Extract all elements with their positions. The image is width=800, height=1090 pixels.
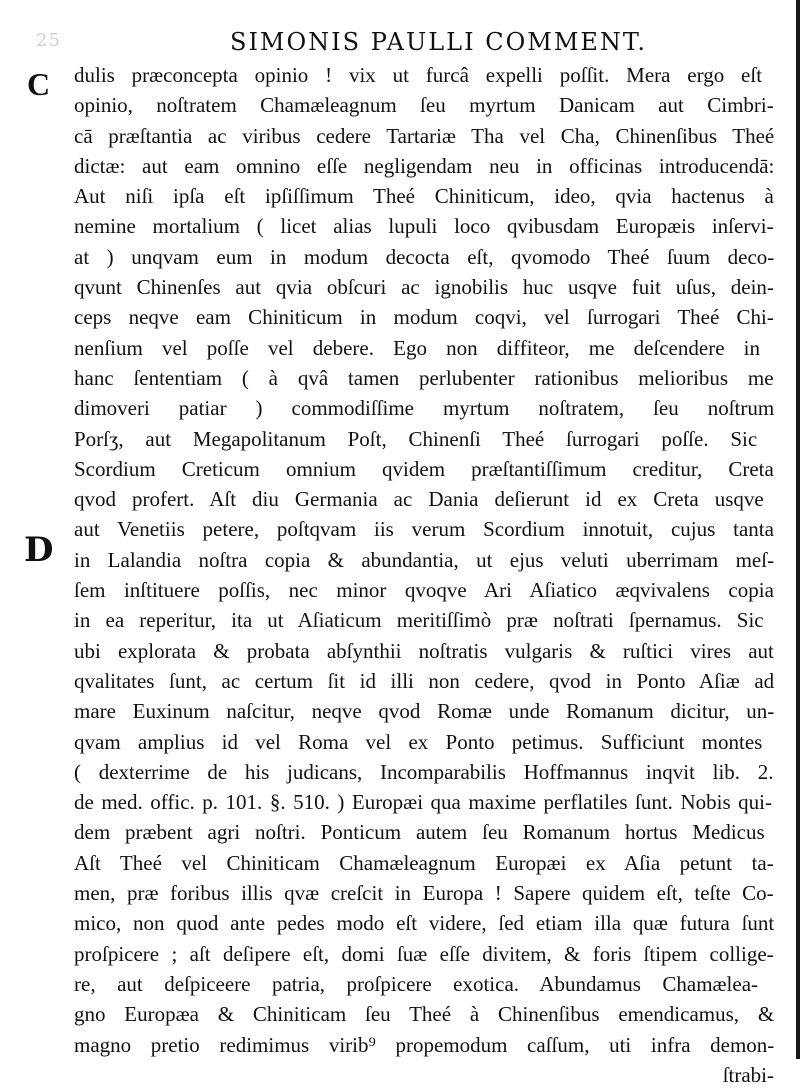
text-line: magno pretio redimimus virib⁹ propemodum caſſum, uti infra demon- bbox=[74, 1032, 775, 1057]
margin-letter-d: D bbox=[24, 530, 54, 570]
text-line: Porſʒ, aut Megapolitanum Poſt, Chinenſi Theé ſurrogari poſſe. Sic bbox=[74, 426, 758, 451]
text-line: at ) unqvam eum in modum decocta eſt, qvomodo Theé ſuum deco- bbox=[74, 244, 775, 269]
text-line: dem præbent agri noſtri. Ponticum autem ſeu Romanum hortus Medicus bbox=[74, 820, 765, 845]
text-line: in Lalandia noſtra copia & abundantia, ut ejus veluti uberrimam meſ- bbox=[74, 547, 775, 572]
text-line: Aut niſi ipſa eſt ipſiſſimum Theé Chiniticum, ideo, qvia hactenus à bbox=[74, 184, 774, 209]
text-line: qvunt Chinenſes aut qvia obſcuri ac ignobilis huc usqve fuit uſus, dein- bbox=[74, 275, 774, 300]
text-line: qvalitates ſunt, ac certum ſit id illi non cedere, qvod in Ponto Aſiæ ad bbox=[74, 668, 775, 693]
catchword: ſtrabi- bbox=[722, 1062, 774, 1087]
body-text bbox=[74, 60, 774, 1090]
text-line: de med. offic. p. 101. §. 510. ) Europæi qua maxime perflatiles ſunt. Nobis qui- bbox=[74, 790, 772, 815]
text-line: hanc ſententiam ( à qvâ tamen perlubenter rationibus melioribus me bbox=[74, 365, 774, 390]
text-line: aut Venetiis petere, poſtqvam iis verum Scordium innotuit, cujus tanta bbox=[74, 517, 774, 542]
text-line: mico, non quod ante pedes modo eſt videre, ſed etiam illa quæ futura ſunt bbox=[74, 911, 775, 936]
text-line: ubi explorata & probata abſynthii noſtratis vulgaris & ruſtici vires aut bbox=[74, 638, 774, 663]
text-line: dictæ: aut eam omnino eſſe negligendam neu in officinas introducendā: bbox=[74, 153, 775, 178]
text-line: nenſium vel poſſe vel debere. Ego non diffiteor, me deſcendere in bbox=[74, 335, 761, 360]
text-line: qvod profert. Aſt diu Germania ac Dania deſierunt id ex Creta usqve bbox=[74, 487, 764, 512]
text-line: dulis præconcepta opinio ! vix ut furcâ expelli poſſit. Mera ergo eſt bbox=[74, 63, 763, 87]
page-number: 25 bbox=[36, 30, 61, 51]
running-head: SIMONIS PAULLI COMMENT. bbox=[230, 28, 648, 56]
text-line: gno Europæa & Chiniticam ſeu Theé à Chinenſibus emendicamus, & bbox=[74, 1002, 775, 1027]
text-line: ( dexterrime de his judicans, Incomparabilis Hoffmannus inqvit lib. 2. bbox=[74, 759, 774, 784]
text-line: nemine mortalium ( licet alias lupuli loco qvibusdam Europæis inſervi- bbox=[74, 214, 774, 239]
text-line: opinio, noſtratem Chamæleagnum ſeu myrtum Danicam aut Cimbri- bbox=[74, 93, 774, 118]
text-line: cā præſtantia ac viribus cedere Tartariæ Tha vel Cha, Chinenſibus Theé bbox=[74, 123, 775, 148]
text-line: ſem inſtituere poſſis, nec minor qvoqve Ari Aſiatico æqvivalens copia bbox=[74, 578, 774, 603]
text-line: mare Euxinum naſcitur, neqve qvod Romæ unde Romanum dicitur, un- bbox=[74, 699, 775, 724]
text-line: ceps neqve eam Chiniticum in modum coqvi, vel ſurrogari Theé Chi- bbox=[74, 305, 774, 330]
text-line: Scordium Creticum omnium qvidem præſtantiſſimum creditur, Creta bbox=[74, 456, 774, 481]
page-edge-shadow bbox=[796, 0, 800, 1059]
text-line: re, aut deſpiceere patria, proſpicere exotica. Abundamus Chamælea- bbox=[74, 971, 759, 996]
text-line: Aſt Theé vel Chiniticam Chamæleagnum Europæi ex Aſia petunt ta- bbox=[74, 850, 774, 875]
text-line: men, præ foribus illis qvæ creſcit in Europa ! Sapere quidem eſt, teſte Co- bbox=[74, 881, 774, 906]
text-line: in ea reperitur, ita ut Aſiaticum meritiſſimò præ noſtrati ſpernamus. Sic bbox=[74, 608, 764, 633]
margin-letter-c: C bbox=[27, 66, 51, 102]
text-line: qvam amplius id vel Roma vel ex Ponto petimus. Sufficiunt montes bbox=[74, 729, 763, 754]
text-line: proſpicere ; aſt deſipere eſt, domi ſuæ eſſe divitem, & foris ſtipem collige- bbox=[74, 941, 774, 966]
text-line: dimoveri patiar ) commodiſſime myrtum noſtratem, ſeu noſtrum bbox=[74, 396, 775, 421]
